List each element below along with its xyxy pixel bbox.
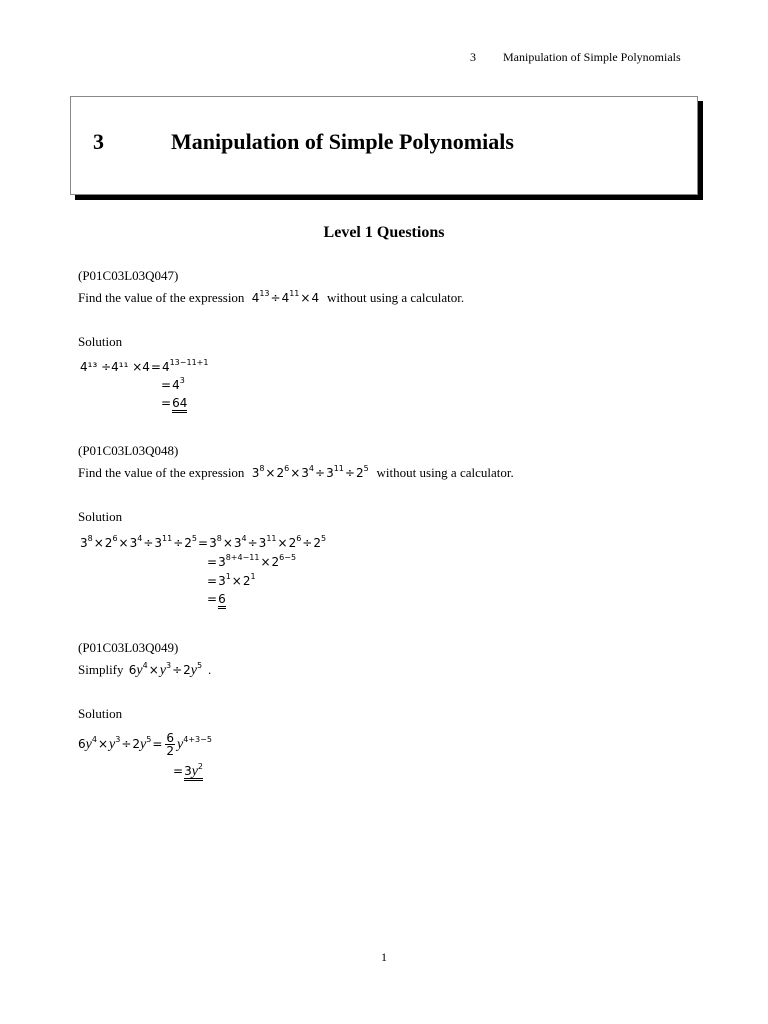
coefficient: 2 <box>183 663 191 677</box>
operator: × <box>300 291 311 305</box>
base: 3 <box>218 574 226 588</box>
question-id: (P01C03L03Q049) <box>78 640 179 655</box>
exponent: 3 <box>166 661 172 670</box>
prompt-text: Simplify <box>78 662 124 677</box>
denominator: 2 <box>166 744 175 758</box>
final-answer <box>184 764 203 781</box>
solution-step: $3^8\times 2^6\times 3^4\div 3^{11}\div 2^5=3^8\times 3^4\div 3^{11}\times 2^6\div 2^5$ <box>80 534 327 550</box>
base: 3 <box>258 536 267 550</box>
running-header-title: Manipulation of Simple Polynomials <box>503 50 681 64</box>
coefficient: 3 <box>184 764 192 778</box>
variable: y <box>109 737 116 752</box>
exponent: 6 <box>284 464 290 473</box>
variable: y <box>85 737 92 752</box>
variable: y <box>159 663 166 678</box>
prompt-text: Find the value of the expression <box>78 290 245 305</box>
coefficient: 6 <box>78 737 86 751</box>
solution-label: Solution <box>78 706 123 721</box>
coefficient: 2 <box>132 737 141 751</box>
exponent: 5 <box>363 464 369 473</box>
base: 4 <box>161 360 170 374</box>
exponent: 3 <box>179 376 185 385</box>
exponent: 13 <box>259 289 270 298</box>
base: 4 <box>311 291 320 305</box>
base: 3 <box>218 555 226 569</box>
final-answer: 6 <box>218 592 226 609</box>
exponent: 4 <box>241 534 247 543</box>
exponent: 6 <box>112 534 118 543</box>
base: 3 <box>251 466 260 480</box>
running-header <box>470 50 681 65</box>
numerator: 6 <box>166 731 175 745</box>
prompt-text: Find the value of the expression <box>78 465 245 480</box>
base: 3 <box>154 536 163 550</box>
exponent: 13−11+1 <box>169 358 209 367</box>
variable: y <box>140 737 147 752</box>
solution-step: $6y^4\times y^3\div 2y^5=$ $\frac{6}{2}$ $y^{4+3-5}$ <box>78 731 212 758</box>
base: 2 <box>184 536 192 550</box>
exponent: 4 <box>91 735 97 744</box>
step-lhs: 4¹³ ÷4¹¹ ×4 <box>80 360 150 374</box>
solution-label: Solution <box>78 509 123 524</box>
solution-step: =64 <box>160 396 187 410</box>
base: 4 <box>251 291 260 305</box>
expression <box>252 291 323 305</box>
base: 3 <box>129 536 138 550</box>
chapter-title: Manipulation of Simple Polynomials <box>171 129 514 154</box>
solution-step: $=3^{8+4-11}\times 2^{6-5}$ <box>207 553 297 569</box>
exponent: 6−5 <box>279 553 297 562</box>
exponent: 1 <box>225 572 231 581</box>
question-prompt <box>78 290 464 306</box>
exponent: 8 <box>87 534 93 543</box>
base: 2 <box>104 536 113 550</box>
chapter-number: 3 <box>93 129 104 154</box>
base: 2 <box>242 574 251 588</box>
solution-step: $=3y^2$ <box>173 762 204 779</box>
exponent: 11 <box>333 464 344 473</box>
exponent: 4 <box>142 661 148 670</box>
chapter-title-box <box>70 96 698 195</box>
solution-step: $4^{13} \div 4^{11} \times 4=4^{13-11+1}$ <box>80 358 209 374</box>
fraction <box>165 732 175 757</box>
base: 3 <box>80 536 88 550</box>
prompt-text: without using a calculator. <box>326 290 465 305</box>
exponent: 5 <box>146 735 152 744</box>
exponent: 8 <box>259 464 265 473</box>
question-prompt: Simplify $6y^4\times y^3\div 2y^5$ . <box>78 661 212 678</box>
exponent: 11 <box>162 534 173 543</box>
final-answer: 64 <box>172 396 187 413</box>
base: 3 <box>233 536 242 550</box>
exponent: 5 <box>191 534 198 543</box>
question-id: (P01C03L03Q048) <box>78 443 179 458</box>
exponent: 4+3−5 <box>183 735 212 744</box>
base: 3 <box>301 466 309 480</box>
exponent: 4 <box>308 464 315 473</box>
prompt-text: without using a calculator. <box>376 465 514 480</box>
base: 2 <box>276 466 285 480</box>
question-id: (P01C03L03Q047) <box>78 268 179 283</box>
running-header-number: 3 <box>470 50 476 64</box>
base: 3 <box>209 536 217 550</box>
base: 2 <box>288 536 297 550</box>
exponent: 11 <box>266 534 277 543</box>
solution-step: $=3^1\times 2^1$ <box>207 572 256 588</box>
exponent: 8 <box>216 534 222 543</box>
base: 4 <box>172 378 180 392</box>
exponent: 2 <box>197 762 204 771</box>
operator: ÷ <box>270 291 281 305</box>
variable: y <box>136 663 143 678</box>
page-number: 1 <box>381 950 387 964</box>
solution-label: Solution <box>78 334 123 349</box>
exponent: 1 <box>250 572 256 581</box>
variable: y <box>190 663 198 678</box>
exponent: 4 <box>137 534 143 543</box>
exponent: 8+4−11 <box>225 553 260 562</box>
variable: y <box>191 764 198 779</box>
expression: $6y^4\times y^3\div 2y^5$ <box>128 661 203 678</box>
variable: y <box>177 737 184 752</box>
exponent: 5 <box>321 534 327 543</box>
solution-step: $=4^3$ <box>161 376 185 392</box>
exponent: 3 <box>115 735 121 744</box>
question-prompt <box>78 465 514 481</box>
solution-step: =6 <box>206 592 226 606</box>
exponent: 11 <box>289 289 300 298</box>
exponent: 6 <box>296 534 302 543</box>
coefficient: 6 <box>128 663 137 677</box>
base: 4 <box>281 291 290 305</box>
level-heading: Level 1 Questions <box>323 224 445 241</box>
exponent: 5 <box>197 661 203 670</box>
expression: $3^8\times 2^6\times 3^4\div 3^{11}\div 2^5$ <box>251 464 369 480</box>
base: 3 <box>326 466 334 480</box>
base: 2 <box>355 466 364 480</box>
base: 2 <box>313 536 321 550</box>
base: 2 <box>271 555 280 569</box>
